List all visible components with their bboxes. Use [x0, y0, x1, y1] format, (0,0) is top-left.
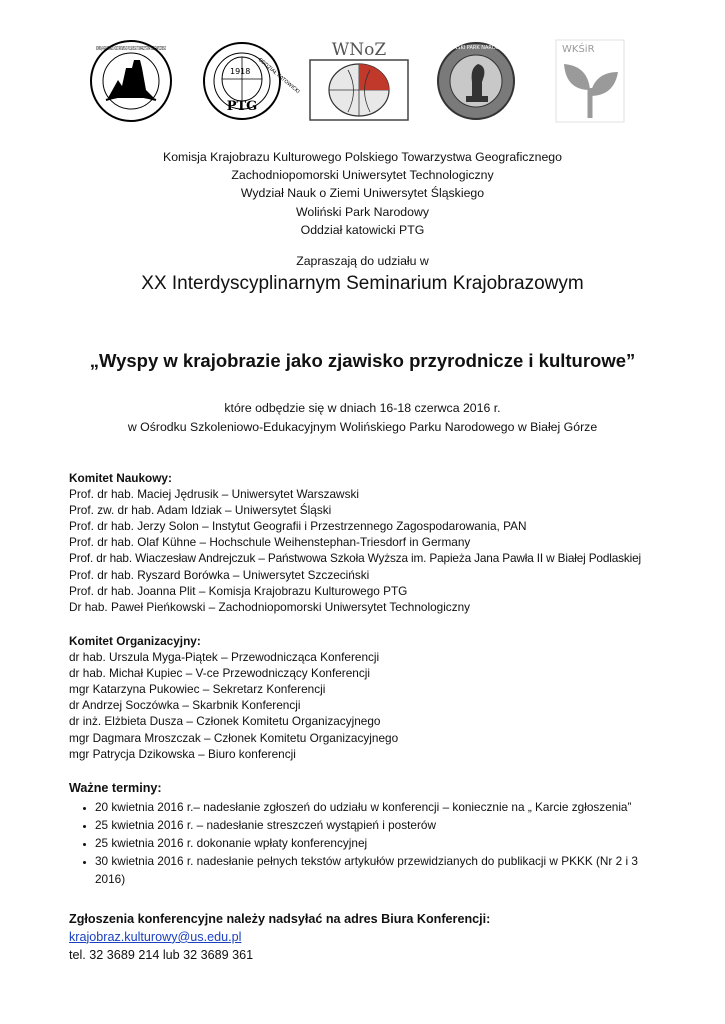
organizer-line: Wydział Nauk o Ziemi Uniwersytet Śląskiego [240, 186, 485, 201]
committee-member: dr Andrzej Soczówka – Skarbnik Konferencji [69, 698, 301, 713]
ptg-logo [200, 38, 301, 124]
committee-member: Prof. dr hab. Jerzy Solon – Instytut Geografii i Przestrzennego Zagospodarowania, PAN [69, 519, 527, 534]
important-deadlines [69, 780, 669, 889]
organizers-block [0, 148, 725, 239]
organizer-line: Komisja Krajobrazu Kulturowego Polskiego Towarzystwa Geograficznego [163, 150, 562, 164]
scientific-committee-heading: Komitet Naukowy: [69, 471, 172, 485]
committee-member: dr hab. Urszula Myga-Piątek – Przewodnicząca Konferencji [69, 650, 380, 665]
wksir-logo [554, 38, 626, 124]
committee-member: mgr Patrycja Dzikowska – Biuro konferencji [69, 746, 296, 761]
committee-member: mgr Katarzyna Pukowiec – Sekretarz Konferencji [69, 682, 326, 697]
deadline-item: • 20 kwietnia 2016 r.– nadesłanie zgłoszeń do udziału w konferencji – koniecznie na „ Karcie zgłoszenia” [95, 799, 669, 817]
application-info [69, 911, 669, 964]
organizer-line: Woliński Park Narodowy [295, 204, 430, 219]
wnoz-logo-text: WNoZ [331, 40, 387, 60]
committee-member: Prof. dr hab. Wiaczesław Andrejczuk – Państwowa Szkoła Wyższa im. Papieża Jana Pawła II w Białej Podlaskiej [69, 551, 641, 566]
deadlines-heading: Ważne terminy: [69, 781, 162, 795]
contact-email-link[interactable]: krajobraz.kulturowy@us.edu.pl [69, 929, 242, 944]
seminar-topic: „Wyspy w krajobrazie jako zjawisko przyrodnicze i kulturowe” [89, 350, 636, 371]
committee-member: Dr hab. Paweł Pieńkowski – Zachodniopomorski Uniwersytet Technologiczny [69, 599, 471, 614]
ptg-year: 1918 [230, 67, 251, 76]
ptg-abbr: PTG [226, 99, 258, 114]
organizing-committee [69, 633, 669, 762]
committee-member: Prof. zw. dr hab. Adam Idziak – Uniwersytet Śląski [69, 503, 332, 518]
organizing-committee-heading: Komitet Organizacyjny: [69, 634, 201, 648]
komisja-logo-text: KOMISJA KRAJOBRAZU KULTUROWEGO POLSKIEGO TOWARZYSTWA GEOGRAFICZNEGO [96, 46, 167, 52]
wnoz-logo [308, 38, 410, 124]
ptg-ring-text: ODDZIAŁ KATOWICKI [256, 56, 301, 96]
dates-block [0, 399, 725, 436]
deadline-item: • 30 kwietnia 2016 r. nadesłanie pełnych tekstów artykułów przewidzianych do publikacji w PKKK (Nr 2 i 3 2016) [95, 853, 645, 889]
committee-member: dr hab. Michał Kupiec – V-ce Przewodniczący Konferencji [69, 666, 370, 681]
seminar-title: XX Interdyscyplinarnym Seminarium Krajobrazowym [141, 273, 584, 294]
committee-member: mgr Dagmara Mroszczak – Członek Komitetu Organizacyjnego [69, 730, 399, 745]
wolinski-park-logo [434, 38, 518, 124]
deadline-item: • 25 kwietnia 2016 r. – nadesłanie streszczeń wystąpień i posterów [95, 817, 669, 835]
invite-text: Zapraszają do udziału w [296, 254, 429, 268]
wolinski-ring-text: WOLIŃSKI PARK NARODOWY [440, 45, 512, 51]
venue-line: w Ośrodku Szkoleniowo-Edukacyjnym Wolińskiego Parku Narodowego w Białej Górze [127, 419, 598, 434]
scientific-committee [69, 470, 669, 615]
contact-phone: tel. 32 3689 214 lub 32 3689 361 [69, 947, 254, 962]
organizer-line: Oddział katowicki PTG [300, 222, 425, 237]
deadlines-list [69, 799, 669, 889]
committee-member: dr inż. Elżbieta Dusza – Członek Komitetu Organizacyjnego [69, 714, 381, 729]
committee-member: Prof. dr hab. Maciej Jędrusik – Uniwersytet Warszawski [69, 487, 359, 502]
date-line: które odbędzie się w dniach 16-18 czerwca 2016 r. [224, 401, 501, 415]
logos-row [88, 38, 648, 134]
committee-member: Prof. dr hab. Ryszard Borówka – Uniwersytet Szczeciński [69, 567, 370, 582]
deadline-item: • 25 kwietnia 2016 r. dokonanie wpłaty konferencyjnej [95, 835, 669, 853]
committee-member: Prof. dr hab. Olaf Kühne – Hochschule Weihenstephan-Triesdorf in Germany [69, 535, 471, 550]
komisja-krajobrazu-logo [88, 38, 174, 124]
committee-member: Prof. dr hab. Joanna Plit – Komisja Krajobrazu Kulturowego PTG [69, 583, 408, 598]
wksir-logo-text: WKŚiR [562, 44, 595, 55]
application-heading: Zgłoszenia konferencyjne należy nadsyłać na adres Biura Konferencji: [69, 912, 491, 926]
organizer-line: Zachodniopomorski Uniwersytet Technologiczny [231, 168, 494, 183]
